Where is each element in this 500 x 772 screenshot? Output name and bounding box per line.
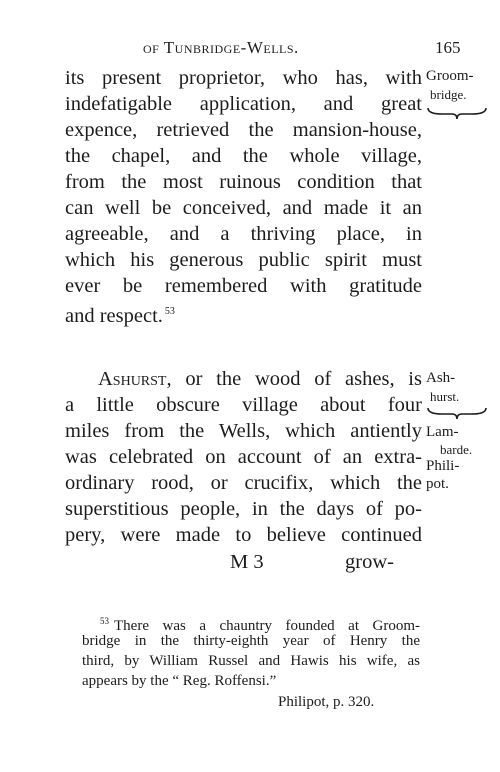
page-number: 165 bbox=[435, 38, 461, 57]
text-line: indefatigable application, and great bbox=[65, 93, 422, 115]
catchword: grow- bbox=[345, 551, 394, 573]
text-line: ordinary rood, or crucifix, which the bbox=[65, 472, 422, 494]
text-line: from the most ruinous condition that bbox=[65, 171, 422, 193]
text-line: the chapel, and the whole village, bbox=[65, 145, 422, 167]
margin-note-ashurst-2: hurst. bbox=[430, 389, 460, 404]
margin-note-reference: pot. bbox=[426, 476, 449, 492]
brace-icon bbox=[426, 106, 488, 120]
brace-icon bbox=[426, 406, 488, 420]
signature-mark: M 3 bbox=[230, 551, 264, 573]
text-line-content: , or the wood of ashes, is bbox=[166, 368, 422, 390]
text-line-content: and respect. bbox=[65, 304, 163, 327]
margin-note-ashurst-1: Ash- bbox=[426, 370, 456, 386]
margin-note-groombridge-2: bridge. bbox=[430, 87, 467, 102]
margin-note-reference: Phili- bbox=[426, 458, 460, 474]
margin-note-reference: barde. bbox=[440, 442, 473, 457]
place-name-ashurst: Ashurst bbox=[98, 368, 167, 390]
text-line: superstitious people, in the days of po- bbox=[65, 498, 422, 520]
margin-note-groombridge-1: Groom- bbox=[426, 68, 474, 84]
text-line: agreeable, and a thriving place, in bbox=[65, 223, 422, 245]
text-line-first bbox=[98, 367, 422, 391]
text-line: can well be conceived, and made it an bbox=[65, 197, 422, 219]
text-line: a little obscure village about four bbox=[65, 394, 422, 416]
text-line: its present proprietor, who has, with bbox=[65, 67, 422, 89]
text-line: which his generous public spirit must bbox=[65, 249, 422, 271]
footnote-mark: 53 bbox=[100, 616, 109, 626]
text-line-last bbox=[65, 300, 422, 328]
text-line: pery, were made to believe continued bbox=[65, 524, 422, 546]
margin-note-reference: Lam- bbox=[426, 424, 459, 440]
footnote-citation: Philipot, p. 320. bbox=[278, 694, 375, 710]
footnote-text: There was a chauntry founded at Groom- bbox=[114, 618, 420, 634]
footnote-line: appears by the “ Reg. Roffensi.” bbox=[82, 673, 277, 689]
text-line: miles from the Wells, which antiently bbox=[65, 420, 422, 442]
text-line: expence, retrieved the mansion-house, bbox=[65, 119, 422, 141]
text-line: was celebrated on account of an extra- bbox=[65, 446, 422, 468]
footnote-reference: 53 bbox=[164, 306, 175, 317]
footnote-line: bridge in the thirty-eighth year of Henry the bbox=[82, 633, 420, 649]
running-title: of Tunbridge-Wells. bbox=[143, 38, 299, 57]
footnote-line: third, by William Russel and Hawis his wife, as bbox=[82, 653, 420, 669]
text-line: ever be remembered with gratitude bbox=[65, 275, 422, 297]
